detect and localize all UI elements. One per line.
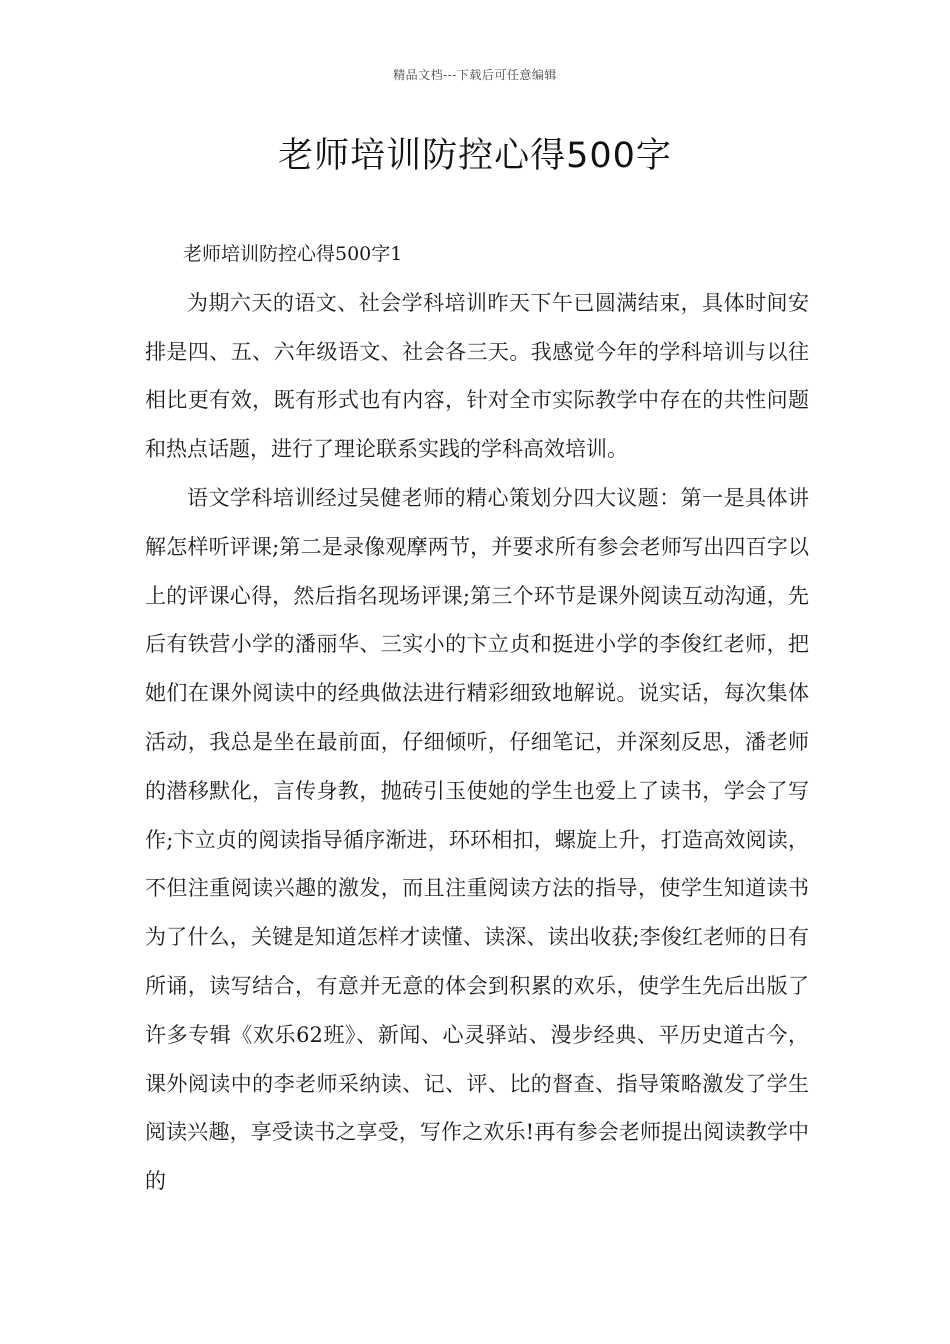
document-body bbox=[145, 230, 809, 1206]
paragraph-2: 语文学科培训经过吴健老师的精心策划分四大议题：第一是具体讲解怎样听评课;第二是录像观摩两节，并要求所有参会老师写出四百字以上的评课心得，然后指名现场评课;第三个环节是课外阅读互动沟通，先后有铁营小学的潘丽华、三实小的卞立贞和挺进小学的李俊红老师，把她们在课外阅读中的经典做法进行精彩细致地解说。说实话，每次集体活动，我总是坐在最前面，仔细倾听，仔细笔记，并深刻反思，潘老师的潜移默化，言传身教，抛砖引玉使她的学生也爱上了读书，学会了写作;卞立贞的阅读指导循序渐进，环环相扣，螺旋上升，打造高效阅读，不但注重阅读兴趣的激发，而且注重阅读方法的指导，使学生知道读书为了什么，关键是知道怎样才读懂、读深、读出收获;李俊红老师的日有所诵，读写结合，有意并无意的体会到积累的欢乐，使学生先后出版了许多专辑《欢乐62班》、新闻、心灵驿站、漫步经典、平历史道古今，课外阅读中的李老师采纳读、记、评、比的督查、指导策略激发了学生阅读兴趣，享受读书之享受，写作之欢乐!再有参会老师提出阅读教学中的 bbox=[145, 485, 809, 1194]
header-note: 精品文档---下载后可任意编辑 bbox=[393, 68, 557, 82]
document-title: 老师培训防控心得500字 bbox=[278, 136, 672, 176]
paragraph-1: 为期六天的语文、社会学科培训昨天下午已圆满结束，具体时间安排是四、五、六年级语文、社会各三天。我感觉今年的学科培训与以往相比更有效，既有形式也有内容，针对全市实际教学中存在的共性问题和热点话题，进行了理论联系实践的学科高效培训。 bbox=[145, 290, 809, 462]
section-subheading: 老师培训防控心得500字1 bbox=[183, 243, 403, 265]
